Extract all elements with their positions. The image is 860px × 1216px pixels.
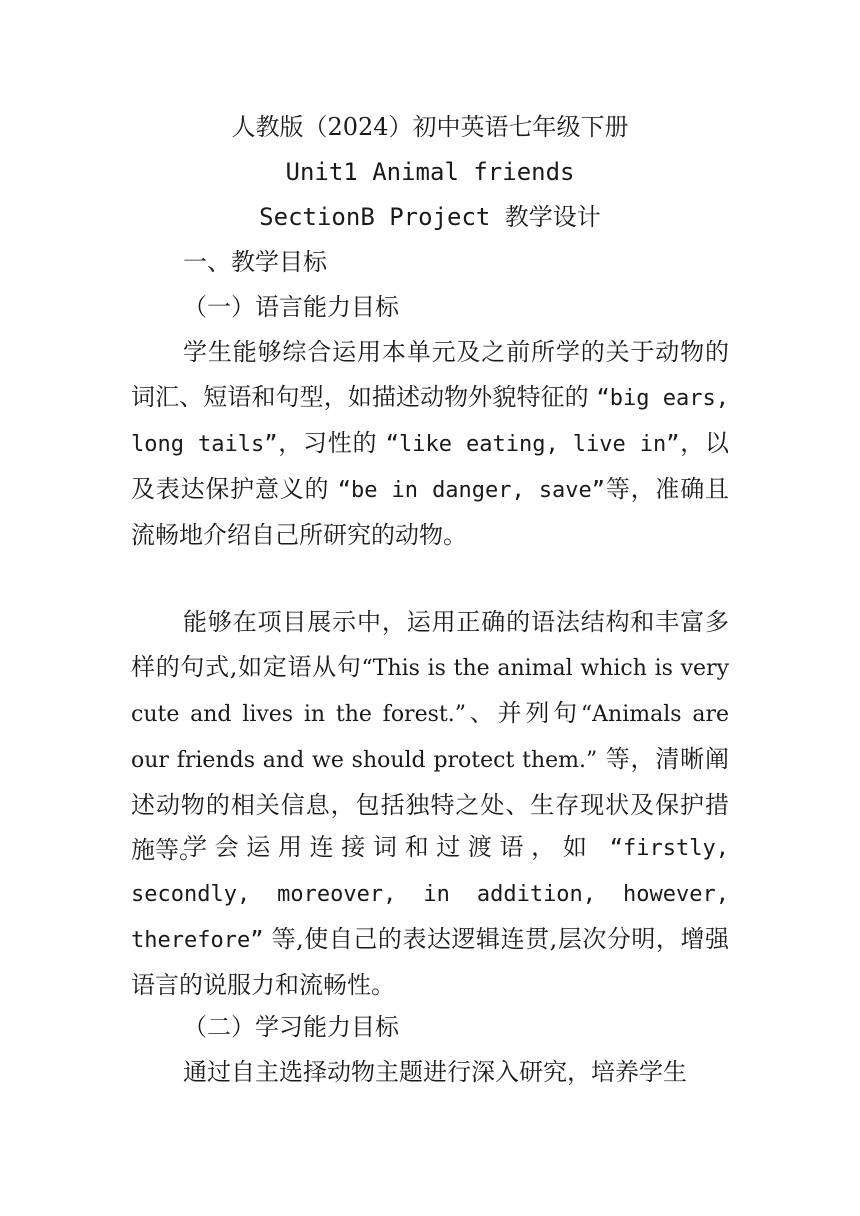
paragraph-text: 学会运用连接词和过渡语，如 bbox=[183, 833, 610, 861]
english-example: “big ears, long tails” bbox=[131, 386, 729, 457]
paragraph-text: 等，清晰阐述动物的相关信息，包括独特之处、生存现状及保护措施等。 bbox=[131, 745, 729, 864]
english-example: “This is the animal which is very cute and lives in the forest.” bbox=[131, 656, 730, 727]
paragraph-text: ，以及表达保护意义的 bbox=[131, 429, 729, 503]
paragraph-text: 、并列句 bbox=[465, 699, 581, 727]
paragraph-learning-goal-1: 通过自主选择动物主题进行深入研究，培养学生 bbox=[183, 1058, 687, 1086]
paragraph-text: 等，准确且流畅地介绍自己所研究的动物。 bbox=[131, 475, 730, 549]
english-example: “like eating, live in” bbox=[385, 432, 680, 457]
paragraph-text: 等,使自己的表达逻辑连贯,层次分明，增强语言的说服力和流畅性。 bbox=[131, 925, 729, 999]
subheading-language-ability: （一）语言能力目标 bbox=[183, 293, 399, 321]
paragraph-text: 学生能够综合运用本单元及之前所学的关于动物的词汇、短语和句型，如描述动物外貌特征的 bbox=[131, 338, 729, 411]
unit-title: Unit1 Animal friends bbox=[285, 158, 575, 186]
paragraph-language-goal-1 bbox=[131, 330, 729, 558]
subheading-learning-ability: （二）学习能力目标 bbox=[183, 1013, 399, 1041]
english-example: “Animals are our friends and we should protect them.” bbox=[131, 702, 729, 773]
paragraph-language-goal-3 bbox=[131, 825, 729, 1008]
english-example: “be in danger, save” bbox=[337, 478, 606, 503]
english-example: “firstly, secondly, moreover, in addition, however, therefore” bbox=[131, 836, 729, 953]
section-title: SectionB Project 教学设计 bbox=[259, 203, 601, 231]
document-title: 人教版（2024）初中英语七年级下册 bbox=[231, 113, 629, 141]
section-heading-teaching-goals: 一、教学目标 bbox=[183, 248, 327, 276]
paragraph-text: ，习性的 bbox=[277, 429, 386, 457]
paragraph-text: 能够在项目展示中，运用正确的语法结构和丰富多样的句式,如定语从句 bbox=[131, 608, 729, 681]
